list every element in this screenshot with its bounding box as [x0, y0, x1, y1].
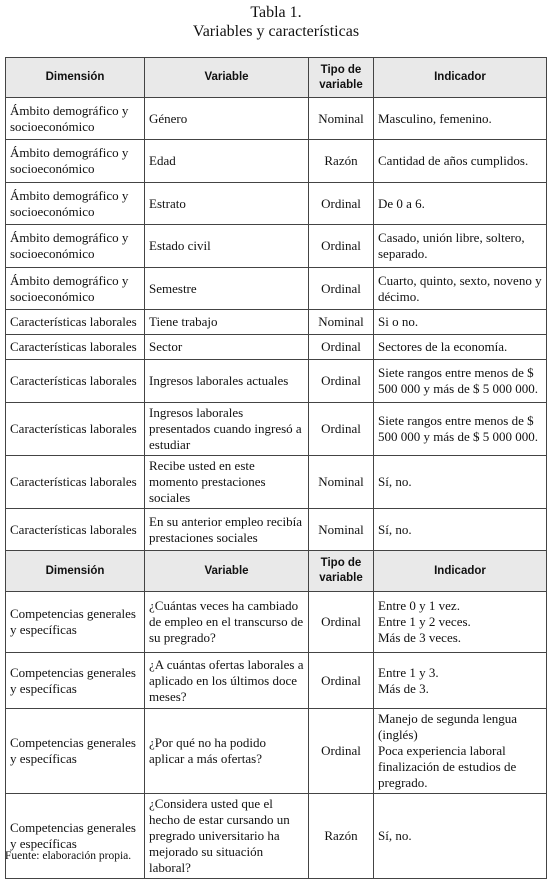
cell-variable: Género — [145, 98, 309, 140]
table-row — [6, 268, 547, 310]
cell-indicador — [374, 794, 547, 879]
cell-dimension: Características laborales — [6, 403, 145, 456]
cell-variable: Sector — [145, 335, 309, 360]
cell-variable: Estado civil — [145, 225, 309, 268]
cell-variable: ¿A cuántas ofertas laborales a aplicado en los últimos doce meses? — [145, 653, 309, 709]
cell-tipo: Ordinal — [309, 268, 374, 310]
indicador-line: Entre 1 y 2 veces. — [378, 614, 471, 629]
cell-indicador: Masculino, femenino. — [374, 98, 547, 140]
cell-dimension: Ámbito demográfico y socioeconómico — [6, 225, 145, 268]
cell-dimension: Ámbito demográfico y socioeconómico — [6, 268, 145, 310]
table-row — [6, 310, 547, 335]
header-tipo: Tipo de variable — [309, 58, 374, 98]
table-row — [6, 225, 547, 268]
table-row — [6, 653, 547, 709]
table-row — [6, 403, 547, 456]
table-row — [6, 98, 547, 140]
cell-dimension: Características laborales — [6, 509, 145, 551]
cell-indicador — [374, 709, 547, 794]
cell-variable: Tiene trabajo — [145, 310, 309, 335]
indicador-line: Manejo de segunda lengua (inglés) — [378, 711, 517, 742]
table-row — [6, 456, 547, 509]
cell-tipo: Ordinal — [309, 183, 374, 225]
cell-variable: ¿Cuántas veces ha cambiado de empleo en el transcurso de su pregrado? — [145, 592, 309, 653]
variables-table — [5, 57, 547, 879]
cell-tipo: Ordinal — [309, 225, 374, 268]
cell-indicador: Sí, no. — [374, 456, 547, 509]
table-row — [6, 335, 547, 360]
source-note: Fuente: elaboración propia. — [5, 850, 132, 862]
cell-indicador: Sectores de la economía. — [374, 335, 547, 360]
cell-dimension: Características laborales — [6, 310, 145, 335]
header-dimension: Dimensión — [6, 58, 145, 98]
cell-variable: Semestre — [145, 268, 309, 310]
indicador-line: Poca experiencia laboral finalización de estudios de pregrado. — [378, 743, 517, 790]
cell-tipo: Nominal — [309, 509, 374, 551]
cell-tipo: Ordinal — [309, 360, 374, 403]
cell-tipo: Ordinal — [309, 592, 374, 653]
cell-tipo: Nominal — [309, 310, 374, 335]
indicador-line: Más de 3. — [378, 680, 429, 696]
cell-dimension: Competencias generales y específicas — [6, 592, 145, 653]
indicador-line: Más de 3 veces. — [378, 630, 462, 645]
cell-indicador: Si o no. — [374, 310, 547, 335]
table-row — [6, 509, 547, 551]
table-row — [6, 709, 547, 794]
cell-tipo: Razón — [309, 794, 374, 879]
cell-variable: Ingresos laborales actuales — [145, 360, 309, 403]
cell-indicador: Siete rangos entre menos de $ 500 000 y más de $ 5 000 000. — [374, 403, 547, 456]
indicador-line: Entre 1 y 3. — [378, 664, 439, 680]
cell-tipo: Ordinal — [309, 403, 374, 456]
cell-dimension: Características laborales — [6, 456, 145, 509]
cell-indicador — [374, 592, 547, 653]
cell-tipo: Nominal — [309, 456, 374, 509]
cell-tipo: Nominal — [309, 98, 374, 140]
header-indicador: Indicador — [374, 551, 547, 592]
cell-tipo: Razón — [309, 140, 374, 183]
cell-variable: Estrato — [145, 183, 309, 225]
table-header-row — [6, 58, 547, 98]
table-row — [6, 794, 547, 879]
cell-variable: Edad — [145, 140, 309, 183]
header-dimension: Dimensión — [6, 551, 145, 592]
cell-variable: Recibe usted en este momento prestaciones sociales — [145, 456, 309, 509]
cell-indicador — [374, 653, 547, 709]
cell-dimension: Ámbito demográfico y socioeconómico — [6, 183, 145, 225]
cell-dimension: Ámbito demográfico y socioeconómico — [6, 98, 145, 140]
cell-variable: ¿Considera usted que el hecho de estar cursando un pregrado universitario ha mejorado su situación laboral? — [145, 794, 309, 879]
cell-indicador: Siete rangos entre menos de $ 500 000 y más de $ 5 000 000. — [374, 360, 547, 403]
cell-tipo: Ordinal — [309, 709, 374, 794]
cell-dimension: Competencias generales y específicas — [6, 653, 145, 709]
cell-dimension: Competencias generales y específicas — [6, 709, 145, 794]
header-variable: Variable — [145, 58, 309, 98]
cell-indicador: Sí, no. — [374, 509, 547, 551]
cell-variable: En su anterior empleo recibía prestaciones sociales — [145, 509, 309, 551]
cell-tipo: Ordinal — [309, 653, 374, 709]
cell-indicador: De 0 a 6. — [374, 183, 547, 225]
cell-indicador: Cuarto, quinto, sexto, noveno y décimo. — [374, 268, 547, 310]
table-row — [6, 183, 547, 225]
table-title: Tabla 1. — [250, 4, 302, 21]
table-header-row-2 — [6, 551, 547, 592]
table-row — [6, 592, 547, 653]
table-row — [6, 140, 547, 183]
indicador-line: Sí, no. — [378, 828, 412, 843]
cell-indicador: Cantidad de años cumplidos. — [374, 140, 547, 183]
cell-variable: ¿Por qué no ha podido aplicar a más ofertas? — [145, 709, 309, 794]
cell-dimension: Ámbito demográfico y socioeconómico — [6, 140, 145, 183]
cell-dimension: Características laborales — [6, 335, 145, 360]
cell-variable: Ingresos laborales presentados cuando ingresó a estudiar — [145, 403, 309, 456]
cell-dimension: Características laborales — [6, 360, 145, 403]
table-subtitle: Variables y características — [192, 23, 360, 40]
header-indicador: Indicador — [374, 58, 547, 98]
cell-indicador: Casado, unión libre, soltero, separado. — [374, 225, 547, 268]
header-tipo: Tipo de variable — [309, 551, 374, 592]
cell-tipo: Ordinal — [309, 335, 374, 360]
header-variable: Variable — [145, 551, 309, 592]
table-row — [6, 360, 547, 403]
cell-dimension: Competencias generales y específicas — [6, 794, 145, 879]
indicador-line: Entre 0 y 1 vez. — [378, 598, 460, 613]
